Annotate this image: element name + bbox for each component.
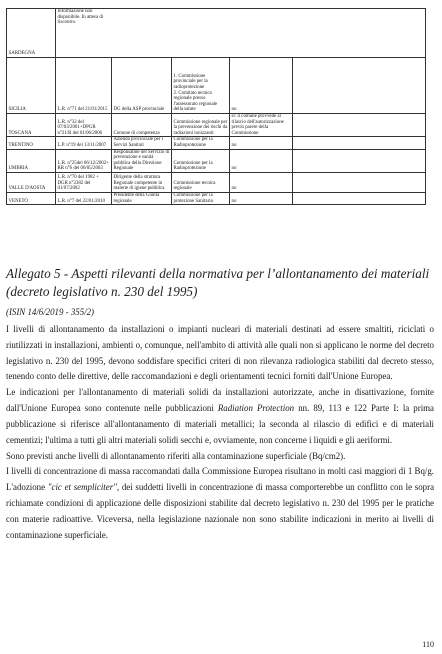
- extra-cell: [293, 149, 426, 172]
- table-row: [7, 58, 426, 114]
- commission-cell: Commissione per la Radioprotezione: [172, 149, 230, 172]
- authority-cell: Responsabile del Servizio di prevenzione e sanità pubblica della Direzione Regionale: [112, 149, 172, 172]
- table-row: [7, 114, 426, 137]
- italic-term-publication: Radiation Protection: [217, 403, 295, 414]
- commission-cell: Commissione per la protezione Sanitaria: [172, 192, 230, 204]
- law-cell: L.R. n°32 del 07/03/2001+DPGR n°21/R del 01/06/2006: [56, 114, 112, 137]
- reference-note: (ISIN 14/6/2019 - 355/2): [6, 307, 95, 317]
- commission-cell: Commissione tecnica regionale: [172, 172, 230, 192]
- paragraph-1: I livelli di allontanamento da installazioni o impianti nucleari di materiali destinati ad essere smaltiti, riciclati o riutilizzati in installazioni, ambienti o, comunque, nell'ambito di attività alle quali non si applicano le norme del decreto legislativo n. 230 del 1995, devono soddisfare specifici criteri di non rilevanza radiologica stabiliti dal decreto stesso, tenendo conto delle direttive, delle raccomandazioni e degli orientamenti tecnici forniti dall'Unione Europea.: [6, 323, 434, 382]
- authority-cell: Azienda provinciale per i Servizi Sanitari: [112, 137, 172, 149]
- region-cell: VENETO: [7, 192, 56, 204]
- commission-cell: 1. Commissione provinciale per la radioprotezione 2. Comitato tecnico regionale presso l'assessorato regionale della salute: [172, 58, 230, 114]
- notes-cell: si: il comune provvede al rilascio dell'autorizzazione previo parere della Commissione: [230, 114, 293, 137]
- section-title: Allegato 5 - Aspetti rilevanti della normativa per l’allontanamento dei materiali (decreto legislativo n. 230 del 1995): [6, 266, 430, 299]
- region-cell: TOSCANA: [7, 114, 56, 137]
- table-row: [7, 192, 426, 204]
- table-row: [7, 172, 426, 192]
- table-row: [7, 137, 426, 149]
- region-cell: TRENTINO: [7, 137, 56, 149]
- paragraph-4: I livelli di concentrazione di massa raccomandati dalla Commissione Europea risultano in molti casi maggiori di 1 Bq/g. L'adozione "cic et sempliciter", dei suddetti livelli in concentrazione di massa comporterebbe un conflitto con le sopra richiamate condizioni di applicazione delle disposizioni stabilite dal decreto legislativo n. 230 del 1995 per le pratiche con materie radioattive. Viceversa, nella legislazione nazionale non sono stabilite indicazioni in merito ai livelli di contaminazione superficiale.: [6, 466, 435, 540]
- law-cell: L.P. n°19 del 13/11/2007: [56, 137, 112, 149]
- region-cell: UMBRIA: [7, 149, 56, 172]
- table-row: [7, 9, 426, 58]
- regional-legislation-table: [6, 8, 426, 205]
- notes-cell: no: [230, 172, 293, 192]
- notes-cell: no: [230, 137, 293, 149]
- law-cell: L.R. n°71 del 21/01/2015: [56, 58, 112, 114]
- region-cell: SICILIA: [7, 58, 56, 114]
- region-cell: SARDEGNA: [7, 9, 56, 58]
- info-cell: Informazione non disponibile. In attesa di riscontro.: [56, 9, 426, 58]
- authority-cell: Comune di competenza: [112, 114, 172, 137]
- page-number: 110: [422, 640, 434, 649]
- document-body: [6, 305, 434, 544]
- region-cell: VALLE D'AOSTA: [7, 172, 56, 192]
- law-cell: L.R. n°25del 06/12/2002+ RR n°6 del 06/05/2003: [56, 149, 112, 172]
- extra-cell: [293, 114, 426, 137]
- extra-cell: [293, 192, 426, 204]
- table-row: [7, 149, 426, 172]
- law-cell: L.R. n°70 del 1982 + DGR n°2382 del 01/07/2002: [56, 172, 112, 192]
- extra-cell: [293, 58, 426, 114]
- commission-cell: Commissione per la Radioprotezione: [172, 137, 230, 149]
- notes-cell: no: [230, 58, 293, 114]
- italic-term-quote: "cic et sempliciter": [47, 482, 117, 493]
- authority-cell: DG della ASP provinciale: [112, 58, 172, 114]
- paragraph-2: Le indicazioni per l'allontanamento di materiali solidi da installazioni autorizzate, anche in disattivazione, fornite dall'Unione Europea sono contenute nelle pubblicazioni Radiation Protection nn. 89, 113 e 122 Parte I: la prima pubblicazione si riferisce all'allontanamento di materiali metallici; la seconda al rilascio di edifici e di materiali cementizi; l'ultima a tutti gli altri materiali solidi secchi e, ovviamente, non concerne i liquidi e gli aeriformi.: [6, 387, 434, 445]
- authority-cell: Presidente della Giunta regionale: [112, 192, 172, 204]
- law-cell: L.R. n°7 del 22/01/2010: [56, 192, 112, 204]
- notes-cell: no: [230, 192, 293, 204]
- extra-cell: [293, 137, 426, 149]
- authority-cell: Dirigente della struttura Regionale competente in materie di igiene pubblica: [112, 172, 172, 192]
- paragraph-3: Sono previsti anche livelli di allontanamento riferiti alla contaminazione superficiale (Bq/cm2).: [6, 450, 346, 461]
- notes-cell: no: [230, 149, 293, 172]
- extra-cell: [293, 172, 426, 192]
- commission-cell: Commissione regionale per la prevenzione dei rischi da radiazioni ionizzanti: [172, 114, 230, 137]
